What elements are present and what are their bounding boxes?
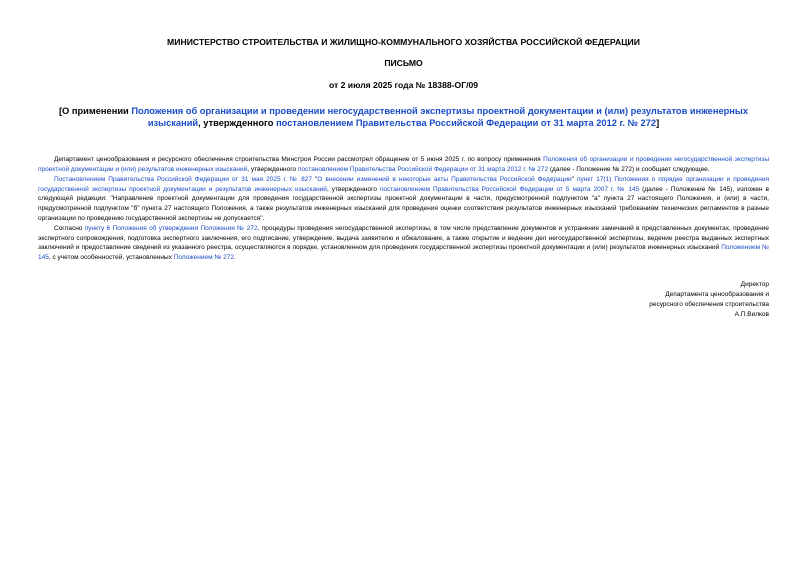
signature-department-cont: ресурсного обеспечения строительства — [649, 301, 769, 308]
link-clause-17-1[interactable]: пункт 17(1) Положения о порядке организации и проведения государственной экспертизы проектной документации и результатов инженерных изысканий — [38, 176, 769, 193]
link-resolution[interactable]: постановлением — [297, 165, 349, 173]
ministry-heading: МИНИСТЕРСТВО СТРОИТЕЛЬСТВА И ЖИЛИЩНО-КОММУНАЛЬНОГО ХОЗЯЙСТВА РОССИЙСКОЙ ФЕДЕРАЦИИ — [167, 37, 640, 47]
letter-body — [38, 155, 769, 264]
signature-name: А.П.Вилков — [734, 311, 769, 318]
subject-suffix: ] — [656, 118, 660, 128]
subject-prefix: [О применении — [58, 106, 132, 116]
link-resolution-827[interactable]: Постановлением Правительства Российской Федерации от 31 мая 2025 г. № 827 — [54, 176, 312, 184]
subject-link-resolution[interactable]: постановлением — [276, 118, 354, 128]
paragraph-3: Согласно пункту 6 Положения об утверждении Положения № 272, процедуры проведения негосударственной экспертизы, в том числе представление документов и устранение замечаний в представленных документах, проведение экспертного сопровождения, подготовка экспертного заключения, его подписание, утверждение, выдача заявителю и обжалование, а также открытие и ведение дел негосударственной экспертизы, ведение реестра выданных экспертных заключений и предоставление сведений из указанного реестра, осуществляются в порядке, установленном для проведения государственной экспертизы проектной документации и (или) результатов инженерных изысканий Положением № 145, с учетом особенностей, установленных Положением № 272. — [38, 225, 769, 261]
document-subject — [40, 105, 767, 129]
link-regulation-272[interactable]: Положения об организации и проведении негосударственной экспертизы проектной документации и (или) результатов инженерных изысканий — [38, 156, 769, 173]
paragraph-2: Постановлением Правительства Российской Федерации от 31 мая 2025 г. № 827 "О внесении изменений в некоторые акты Правительства Российской Федерации" пункт 17(1) Положения о порядке организации и проведения государственной экспертизы проектной документации и результатов инженерных изысканий, утвержденного постановлением Правительства Российской Федерации от 5 марта 2007 г. № 145 (далее - Положение № 145), изложен в следующей редакции: "Направление проектной документации для проведения государственной экспертизы проектной документации в части, предусмотренной подпунктом "а" пункта 27 настоящего Положения, и (или) в части, предусмотренной подпунктом "б" пункта 27 настоящего Положения, а также результатов инженерных изысканий для проведения оценки соответствия результатов инженерных изысканий требованиям технических регламентов в разные организации по проведению государственной экспертизы не допускается". — [38, 176, 769, 222]
signature-block — [569, 280, 769, 320]
paragraph-1: Департамент ценообразования и ресурсного обеспечения строительства Минстроя России рассмотрел обращение от 5 июня 2025 г. по вопросу применения Положения об организации и проведении негосударственной экспертизы проектной документации и (или) результатов инженерных изысканий, утвержденного постановлением Правительства Российской Федерации от 31 марта 2012 г. № 272 (далее - Положение № 272) и сообщает следующее. — [38, 156, 769, 173]
document-date-number: от 2 июля 2025 года № 18388-ОГ/09 — [328, 80, 479, 90]
link-regulation-145[interactable]: Положением № 145 — [38, 244, 769, 261]
link-amendments[interactable]: О внесении изменений в некоторые акты Правительства Российской Федерации — [317, 176, 572, 184]
link-clause-6[interactable]: пункту 6 Положения об утверждении Положения № 272 — [84, 225, 258, 233]
link-government-272[interactable]: Правительства Российской Федерации от 31 марта 2012 г. № 272 — [349, 165, 549, 173]
document-type: ПИСЬМО — [384, 58, 423, 68]
subject-link-government[interactable]: Правительства Российской Федерации от 31 марта 2012 г. № 272 — [355, 118, 657, 128]
subject-mid: , утвержденного — [198, 118, 277, 128]
signature-title: Директор — [740, 281, 769, 288]
subject-link-regulation[interactable]: Положения об организации и проведении негосударственной экспертизы проектной документации и (или) результатов инженерных изысканий — [131, 106, 749, 128]
signature-department: Департамента ценообразования и — [665, 291, 769, 298]
link-resolution-145[interactable]: постановлением Правительства Российской Федерации от 5 марта 2007 г. № 145 — [379, 185, 640, 193]
link-regulation-272-b[interactable]: Положением № 272 — [173, 253, 234, 261]
